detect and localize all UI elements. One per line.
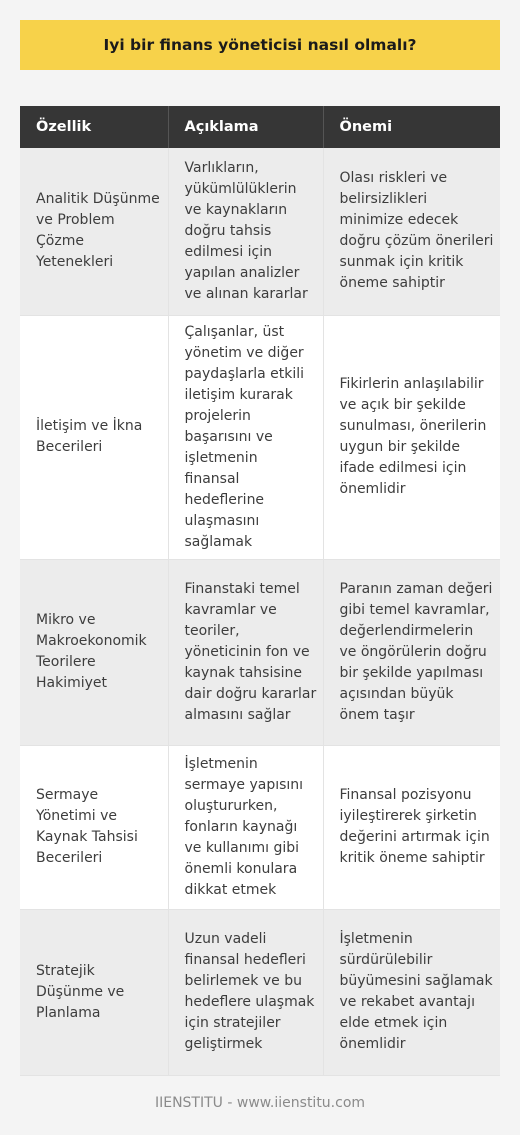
cell-description: Finanstaki temel kavramlar ve teoriler, yöneticinin fon ve kaynak tahsisine dair doğru kararlar almasını sağlar (168, 559, 323, 745)
table-row (20, 315, 500, 559)
table-row (20, 909, 500, 1075)
features-table (20, 106, 500, 1076)
table-header-row (20, 106, 500, 148)
header-importance: Önemi (323, 106, 500, 148)
cell-feature: Sermaye Yönetimi ve Kaynak Tahsisi Becerileri (20, 745, 168, 909)
cell-feature: Analitik Düşünme ve Problem Çözme Yetenekleri (20, 148, 168, 315)
header-feature: Özellik (20, 106, 168, 148)
cell-feature: İletişim ve İkna Becerileri (20, 315, 168, 559)
cell-importance: Paranın zaman değeri gibi temel kavramlar, değerlendirmelerin ve öngörülerin doğru bir şekilde yapılması açısından büyük önem taşır (323, 559, 500, 745)
page-title: Iyi bir finans yöneticisi nasıl olmalı? (20, 20, 500, 70)
cell-importance: Olası riskleri ve belirsizlikleri minimize edecek doğru çözüm önerileri sunmak için kritik öneme sahiptir (323, 148, 500, 315)
cell-description: Varlıkların, yükümlülüklerin ve kaynakların doğru tahsis edilmesi için yapılan analizler ve alınan kararlar (168, 148, 323, 315)
cell-feature: Mikro ve Makroekonomik Teorilere Hakimiyet (20, 559, 168, 745)
cell-importance: Finansal pozisyonu iyileştirerek şirketin değerini artırmak için kritik öneme sahiptir (323, 745, 500, 909)
table-row (20, 559, 500, 745)
header-description: Açıklama (168, 106, 323, 148)
cell-description: Çalışanlar, üst yönetim ve diğer paydaşlarla etkili iletişim kurarak projelerin başarısını ve işletmenin finansal hedeflerine ulaşmasını sağlamak (168, 315, 323, 559)
cell-feature: Stratejik Düşünme ve Planlama (20, 909, 168, 1075)
cell-importance: İşletmenin sürdürülebilir büyümesini sağlamak ve rekabet avantajı elde etmek için önemlidir (323, 909, 500, 1075)
cell-description: Uzun vadeli finansal hedefleri belirlemek ve bu hedeflere ulaşmak için stratejiler geliştirmek (168, 909, 323, 1075)
footer-credit: IIENSTITU - www.iienstitu.com (154, 1095, 366, 1111)
cell-importance: Fikirlerin anlaşılabilir ve açık bir şekilde sunulması, önerilerin uygun bir şekilde ifade edilmesi için önemlidir (323, 315, 500, 559)
table-row (20, 148, 500, 315)
table-row (20, 745, 500, 909)
cell-description: İşletmenin sermaye yapısını oluştururken, fonların kaynağı ve kullanımı gibi önemli konulara dikkat etmek (168, 745, 323, 909)
